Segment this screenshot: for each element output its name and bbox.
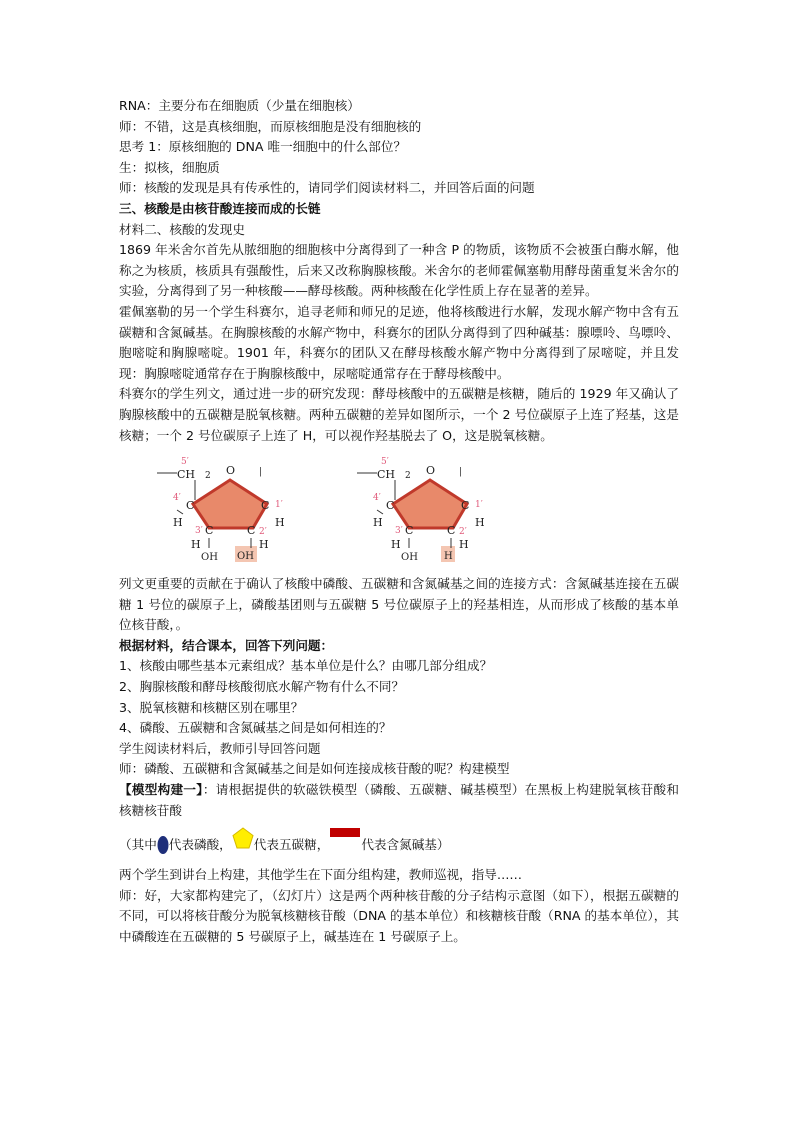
- pentose-figures: [119, 452, 679, 570]
- text-line: 师：不错，这是真核细胞，而原核细胞是没有细胞核的: [119, 118, 422, 134]
- svg-text:C: C: [261, 499, 270, 513]
- base-symbol-icon: [329, 827, 361, 849]
- svg-text:OH: OH: [237, 551, 254, 563]
- svg-text:|: |: [259, 467, 263, 478]
- question-heading: 根据材料，结合课本，回答下列问题：: [119, 637, 334, 653]
- svg-text:5′: 5′: [381, 457, 389, 468]
- svg-text:2: 2: [205, 471, 211, 482]
- svg-text:CH: CH: [177, 468, 196, 482]
- text-line: RNA：主要分布在细胞质（少量在细胞核）: [119, 98, 360, 113]
- svg-text:|: |: [459, 467, 463, 478]
- svg-text:C: C: [386, 499, 395, 513]
- svg-text:4′: 4′: [173, 493, 181, 504]
- svg-text:H: H: [191, 538, 201, 552]
- svg-text:3′: 3′: [395, 526, 403, 537]
- svg-text:H: H: [373, 516, 383, 530]
- svg-text:1′: 1′: [275, 500, 283, 511]
- svg-text:H: H: [259, 538, 269, 552]
- svg-text:C: C: [247, 524, 256, 538]
- svg-text:C: C: [405, 524, 414, 538]
- svg-text:H: H: [444, 551, 453, 563]
- question-item: 4、磷酸、五碳糖和含氮碱基之间是如何相连的？: [119, 720, 392, 736]
- svg-text:2′: 2′: [459, 527, 467, 538]
- deoxyribose-structure-figure: [355, 452, 505, 570]
- paragraph-linkage: 列文更重要的贡献在于确认了核酸中磷酸、五碳糖和含氮碱基之间的连接方式：含氮碱基连接在五碳糖 1 号位的碳原子上，磷酸基团则与五碳糖 5 号位碳原子上的羟基相连，从而形成了核酸的基本单位核苷酸，。: [119, 576, 679, 633]
- question-item: 1、核酸由哪些基本元素组成？基本单位是什么？由哪几部分组成？: [119, 658, 493, 674]
- material-title: 材料二、核酸的发现史: [119, 221, 245, 237]
- text-line: 师：核酸的发现是具有传承性的，请同学们阅读材料二，并回答后面的问题: [119, 180, 535, 196]
- document-page: [119, 96, 679, 948]
- legend-base: 代表含氮碱基）: [361, 836, 450, 852]
- svg-text:OH: OH: [401, 552, 418, 564]
- svg-text:2′: 2′: [259, 527, 267, 538]
- text-line: 学生阅读材料后，教师引导回答问题: [119, 740, 321, 756]
- svg-text:H: H: [391, 538, 401, 552]
- model-instruction: ：请根据提供的软磁铁模型（磷酸、五碳糖、碱基模型）在黑板上构建脱氧核苷酸和核糖核苷酸: [119, 782, 680, 818]
- svg-text:OH: OH: [201, 552, 218, 564]
- svg-text:4′: 4′: [373, 493, 381, 504]
- model-label: 【模型构建一】: [119, 782, 203, 798]
- svg-text:1′: 1′: [475, 500, 483, 511]
- question-item: 3、脱氧核糖和核糖区别在哪里？: [119, 699, 304, 715]
- model-building-paragraph: [119, 780, 679, 821]
- section-heading: 三、核酸是由核苷酸连接而成的长链: [119, 200, 321, 216]
- question-item: 2、胸腺核酸和酵母核酸彻底水解产物有什么不同？: [119, 679, 405, 695]
- legend-phosphate: 代表磷酸，: [168, 836, 232, 852]
- svg-text:H: H: [173, 516, 183, 530]
- model-legend: [119, 829, 679, 855]
- svg-text:C: C: [447, 524, 456, 538]
- phosphate-symbol-icon: [157, 835, 169, 855]
- text-line: 生：拟核，细胞质: [119, 159, 220, 175]
- svg-text:2: 2: [405, 471, 411, 482]
- legend-open: （其中: [119, 836, 157, 852]
- svg-text:5′: 5′: [181, 457, 189, 468]
- svg-text:O: O: [426, 464, 436, 478]
- svg-text:3′: 3′: [195, 526, 203, 537]
- paragraph-kossel: 霍佩塞勒的另一个学生科赛尔，追寻老师和师兄的足迹，他将核酸进行水解，发现水解产物中含有五碳糖和含氮碱基。在胸腺核酸的水解产物中，科赛尔的团队分离得到了四种碱基：腺嘌呤、鸟嘌呤、胞嘧啶和胸腺嘧啶。1901 年，科赛尔的团队又在酵母核酸水解产物中分离得到了尿嘧啶，并且发现：胸腺嘧啶通常存在于胸腺核酸中，尿嘧啶通常存在于酵母核酸中。: [119, 303, 679, 381]
- paragraph-conclusion: 师：好，大家都构建完了，（幻灯片）这是两个两种核苷酸的分子结构示意图（如下），根据五碳糖的不同，可以将核苷酸分为脱氧核糖核苷酸（DNA 的基本单位）和核糖核苷酸（RNA 的基本单位），其中磷酸连在五碳糖的 5 号碳原子上，碱基连在 1 号碳原子上。: [119, 887, 679, 944]
- paragraph-levene: 科赛尔的学生列文，通过进一步的研究发现：酵母核酸中的五碳糖是核糖，随后的 1929 年又确认了胸腺核酸中的五碳糖是脱氧核糖。两种五碳糖的差异如图所示，一个 2 号位碳原子上连了羟基，这是核糖；一个 2 号位碳原子上连了 H，可以视作羟基脱去了 O，这是脱氧核糖。: [119, 386, 679, 443]
- pentose-symbol-icon: [232, 827, 254, 851]
- svg-text:C: C: [205, 524, 214, 538]
- paragraph-discovery: 1869 年米舍尔首先从脓细胞的细胞核中分离得到了一种含 P 的物质，该物质不会被蛋白酶水解，他称之为核质，核质具有强酸性，后来又改称胸腺核酸。米舍尔的老师霍佩塞勒用酵母菌重复米舍尔的实验，分离得到了另一种核酸——酵母核酸。两种核酸在化学性质上存在显著的差异。: [119, 242, 679, 299]
- ribose-structure-figure: [155, 452, 305, 570]
- svg-text:H: H: [475, 516, 485, 530]
- text-line: 两个学生到讲台上构建，其他学生在下面分组构建，教师巡视，指导……: [119, 867, 522, 883]
- svg-text:H: H: [275, 516, 285, 530]
- svg-text:C: C: [186, 499, 195, 513]
- svg-text:CH: CH: [377, 468, 396, 482]
- svg-text:O: O: [226, 464, 236, 478]
- text-line: 师：磷酸、五碳糖和含氮碱基之间是如何连接成核苷酸的呢？构建模型: [119, 761, 510, 777]
- legend-sugar: 代表五碳糖，: [253, 836, 330, 852]
- svg-text:H: H: [459, 538, 469, 552]
- svg-text:C: C: [461, 499, 470, 513]
- text-line: 思考 1：原核细胞的 DNA 唯一细胞中的什么部位？: [119, 139, 407, 155]
